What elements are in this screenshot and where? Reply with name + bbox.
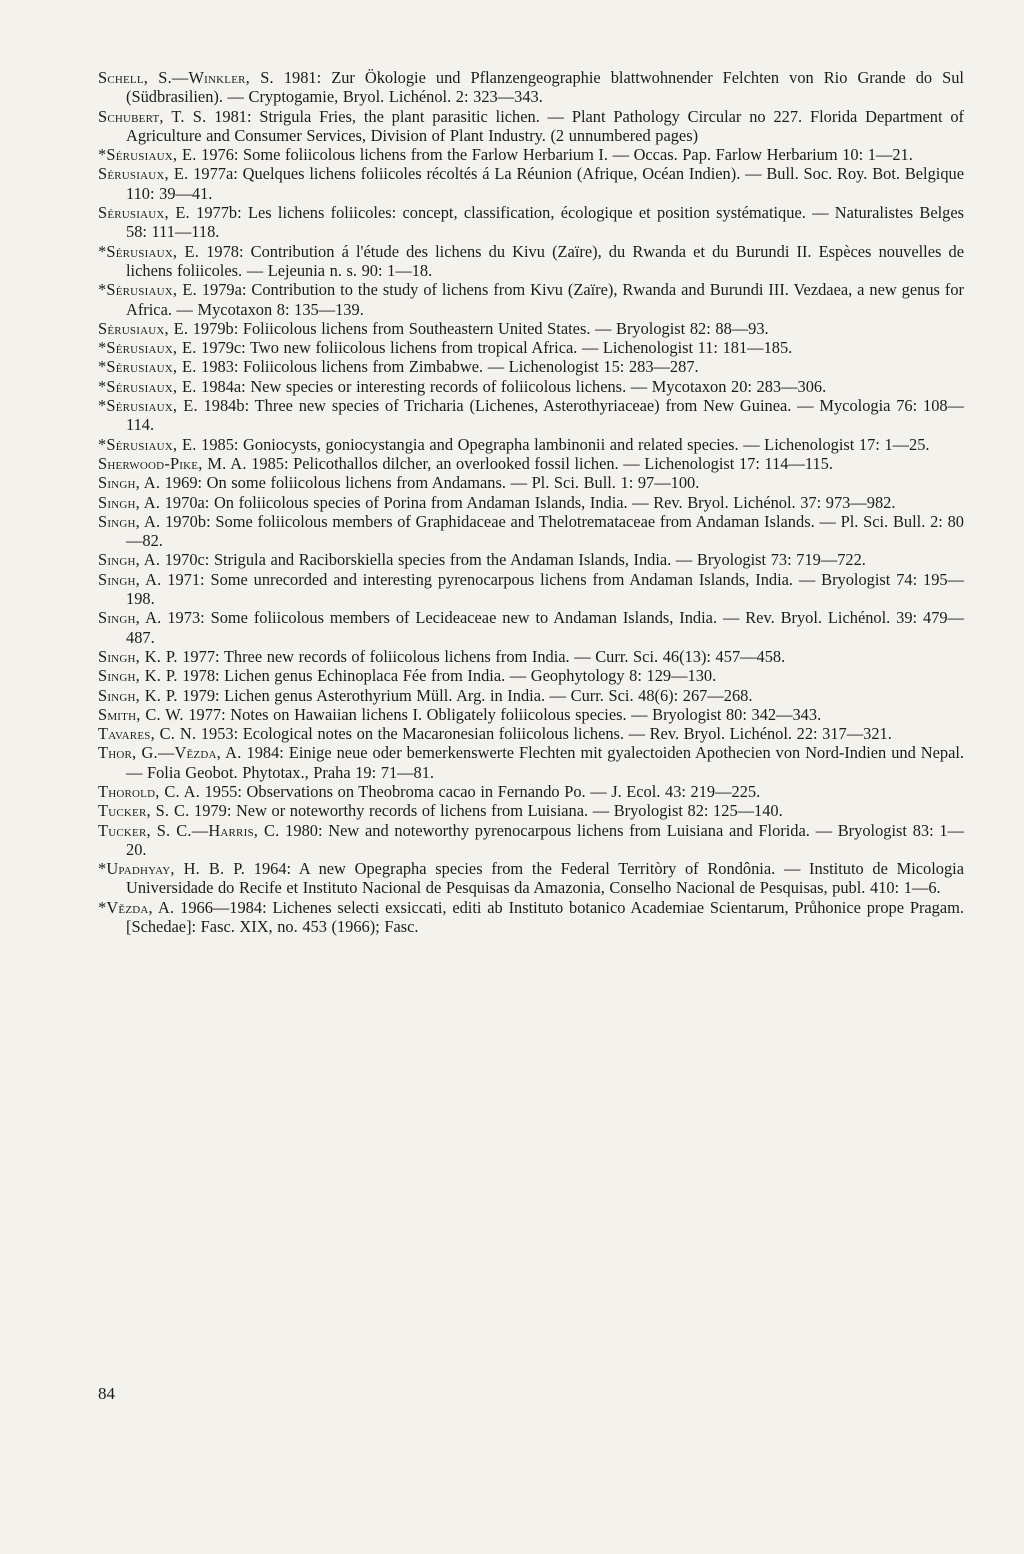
reference-authors: Singh, A. [98, 550, 161, 570]
reference-entry [98, 550, 964, 569]
reference-entry [98, 454, 964, 473]
reference-authors: Tucker, S. C. [98, 801, 190, 821]
reference-authors: Thorold, C. A. [98, 781, 200, 801]
reference-authors: Tavares, C. N. [98, 724, 197, 744]
reference-entry [98, 570, 964, 609]
reference-authors: Thor, G.—Vězda, A. [98, 743, 242, 763]
reference-text: 1979: New or noteworthy records of lichens from Luisiana. — Bryologist 82: 125—140. [189, 801, 783, 821]
reference-entry [98, 801, 964, 820]
reference-text: 1979a: Contribution to the study of lichens from Kivu (Zaïre), Rwanda and Burundi III. Vezdaea, a new genus for Africa. — Mycotaxon 8: 135—139. [126, 280, 964, 319]
reference-authors: *Sérusiaux, E. [98, 241, 200, 261]
reference-text: 1969: On some foliicolous lichens from Andamans. — Pl. Sci. Bull. 1: 97—100. [160, 473, 700, 493]
reference-text: 1981: Zur Ökologie und Pflanzengeographie blattwohnender Felchten von Rio Grande do Sul (Südbrasilien). — Cryptogamie, Bryol. Lichénol. 2: 323—343. [126, 68, 964, 107]
reference-authors: Singh, A. [98, 492, 161, 512]
reference-text: 1983: Foliicolous lichens from Zimbabwe. — Lichenologist 15: 283—287. [196, 357, 699, 377]
reference-text: 1977: Three new records of foliicolous lichens from India. — Curr. Sci. 46(13): 457—458. [177, 646, 786, 666]
reference-authors: Singh, K. P. [98, 666, 178, 686]
reference-authors: *Sérusiaux, E. [98, 357, 197, 377]
reference-entry [98, 203, 964, 242]
reference-text: 1978: Lichen genus Echinoplaca Fée from India. — Geophytology 8: 129—130. [177, 666, 717, 686]
reference-text: 1970a: On foliicolous species of Porina from Andaman Islands, India. — Rev. Bryol. Lichénol. 37: 973—982. [160, 492, 896, 512]
reference-text: 1977: Notes on Hawaiian lichens I. Obligately foliicolous species. — Bryologist 80: 342—343. [183, 704, 822, 724]
reference-authors: *Sérusiaux, E. [98, 396, 198, 416]
reference-authors: Singh, K. P. [98, 646, 178, 666]
reference-authors: Sherwood-Pike, M. A. [98, 453, 247, 473]
reference-entry [98, 242, 964, 281]
reference-entry [98, 473, 964, 492]
reference-authors: Schubert, T. S. [98, 106, 207, 126]
reference-authors: Smith, C. W. [98, 704, 184, 724]
reference-entry [98, 357, 964, 376]
reference-text: 1984: Einige neue oder bemerkenswerte Flechten mit gyalectoiden Apothecien von Nord-Indien und Nepal. — Folia Geobot. Phytotax., Praha 19: 71—81. [126, 743, 965, 782]
reference-entry [98, 338, 964, 357]
page-number: 84 [98, 1384, 115, 1403]
reference-authors: Tucker, S. C.—Harris, C. [98, 820, 280, 840]
reference-text: 1978: Contribution á l'étude des lichens du Kivu (Zaïre), du Rwanda et du Burundi II. Espèces nouvelles de lichens foliicoles. — Lejeunia n. s. 90: 1—18. [126, 241, 964, 280]
reference-entry [98, 821, 964, 860]
reference-text: 1976: Some foliicolous lichens from the Farlow Herbarium I. — Occas. Pap. Farlow Herbarium 10: 1—21. [196, 145, 913, 165]
reference-text: 1984a: New species or interesting records of foliicolous lichens. — Mycotaxon 20: 283—306. [196, 376, 827, 396]
reference-entry [98, 686, 964, 705]
reference-text: 1964: A new Opegrapha species from the Federal Territòry of Rondônia. — Instituto de Micologia Universidade do Recife et Instituto Nacional de Pesquisas da Amazonia, Conselho Nacional de Pesquisas, publ. 410: 1—6. [126, 859, 965, 898]
reference-authors: Singh, A. [98, 473, 161, 493]
reference-entry [98, 898, 964, 937]
reference-authors: Sérusiaux, E. [98, 203, 190, 223]
reference-text: 1985: Pelicothallos dilcher, an overlooked fossil lichen. — Lichenologist 17: 114—115. [246, 453, 833, 473]
reference-authors: Singh, A. [98, 511, 161, 531]
reference-entry [98, 164, 964, 203]
reference-text: 1973: Some foliicolous members of Lecideaceae new to Andaman Islands, India. — Rev. Bryol. Lichénol. 39: 479—487. [126, 608, 964, 647]
reference-authors: Singh, A. [98, 608, 162, 628]
reference-authors: Sérusiaux, E. [98, 164, 189, 184]
reference-entry [98, 666, 964, 685]
reference-entry [98, 724, 964, 743]
reference-text: 1977b: Les lichens foliicoles: concept, classification, écologique et position systématique. — Naturalistes Belges 58: 111—118. [126, 203, 964, 242]
reference-authors: *Sérusiaux, E. [98, 338, 197, 358]
reference-authors: Schell, S.—Winkler, S. [98, 68, 274, 87]
reference-authors: Singh, K. P. [98, 685, 178, 705]
reference-entry [98, 396, 964, 435]
reference-entry [98, 743, 964, 782]
reference-text: 1984b: Three new species of Tricharia (Lichenes, Asterothyriaceae) from New Guinea. — Mycologia 76: 108—114. [126, 396, 964, 435]
reference-entry [98, 319, 964, 338]
reference-entry [98, 859, 964, 898]
reference-authors: *Sérusiaux, E. [98, 145, 197, 165]
reference-text: 1979c: Two new foliicolous lichens from tropical Africa. — Lichenologist 11: 181—185. [196, 338, 793, 358]
reference-authors: Sérusiaux, E. [98, 318, 189, 338]
reference-text: 1980: New and noteworthy pyrenocarpous lichens from Luisiana and Florida. — Bryologist 83: 1—20. [126, 820, 964, 859]
reference-entry [98, 377, 964, 396]
reference-authors: *Vězda, A. [98, 897, 175, 917]
reference-text: 1970c: Strigula and Raciborskiella species from the Andaman Islands, India. — Bryologist 73: 719—722. [160, 550, 866, 570]
reference-list [98, 68, 964, 936]
reference-text: 1970b: Some foliicolous members of Graphidaceae and Thelotremataceae from Andaman Islands. — Pl. Sci. Bull. 2: 80—82. [126, 511, 964, 551]
reference-text: 1977a: Quelques lichens foliicoles récoltés á La Réunion (Afrique, Océan Indien). — Bull. Soc. Roy. Bot. Belgique 110: 39—41. [126, 164, 964, 203]
reference-entry [98, 493, 964, 512]
reference-text: 1966—1984: Lichenes selecti exsiccati, editi ab Instituto botanico Academiae Scientarum, Průhonice prope Pragam. [Schedae]: Fasc. XIX, no. 453 (1966); Fasc. [126, 897, 965, 937]
reference-text: 1979: Lichen genus Asterothyrium Müll. Arg. in India. — Curr. Sci. 48(6): 267—268. [177, 685, 753, 705]
reference-authors: *Upadhyay, H. B. P. [98, 859, 246, 879]
reference-entry [98, 280, 964, 319]
reference-entry [98, 608, 964, 647]
reference-authors: *Sérusiaux, E. [98, 434, 197, 454]
reference-entry [98, 435, 964, 454]
reference-authors: *Sérusiaux, E. [98, 280, 197, 300]
reference-entry [98, 145, 964, 164]
reference-text: 1985: Goniocysts, goniocystangia and Opegrapha lambinonii and related species. — Lichenologist 17: 1—25. [196, 434, 930, 454]
reference-entry [98, 705, 964, 724]
reference-entry [98, 782, 964, 801]
reference-text: 1955: Observations on Theobroma cacao in Fernando Po. — J. Ecol. 43: 219—225. [200, 781, 761, 801]
reference-text: 1971: Some unrecorded and interesting pyrenocarpous lichens from Andaman Islands, India. — Bryologist 74: 195—198. [126, 569, 964, 609]
reference-entry [98, 512, 964, 551]
reference-text: 1979b: Foliicolous lichens from Southeastern United States. — Bryologist 82: 88—93. [188, 318, 769, 338]
reference-text: 1953: Ecological notes on the Macaronesian foliicolous lichens. — Rev. Bryol. Lichénol. 22: 317—321. [196, 724, 892, 744]
reference-entry [98, 107, 964, 146]
reference-text: 1981: Strigula Fries, the plant parasitic lichen. — Plant Pathology Circular no 227. Florida Department of Agriculture and Consumer Services, Division of Plant Industry. (2 unnumbered pages) [126, 106, 964, 145]
reference-authors: *Sérusiaux, E. [98, 376, 197, 396]
reference-entry [98, 68, 964, 107]
reference-entry [98, 647, 964, 666]
reference-authors: Singh, A. [98, 569, 162, 589]
